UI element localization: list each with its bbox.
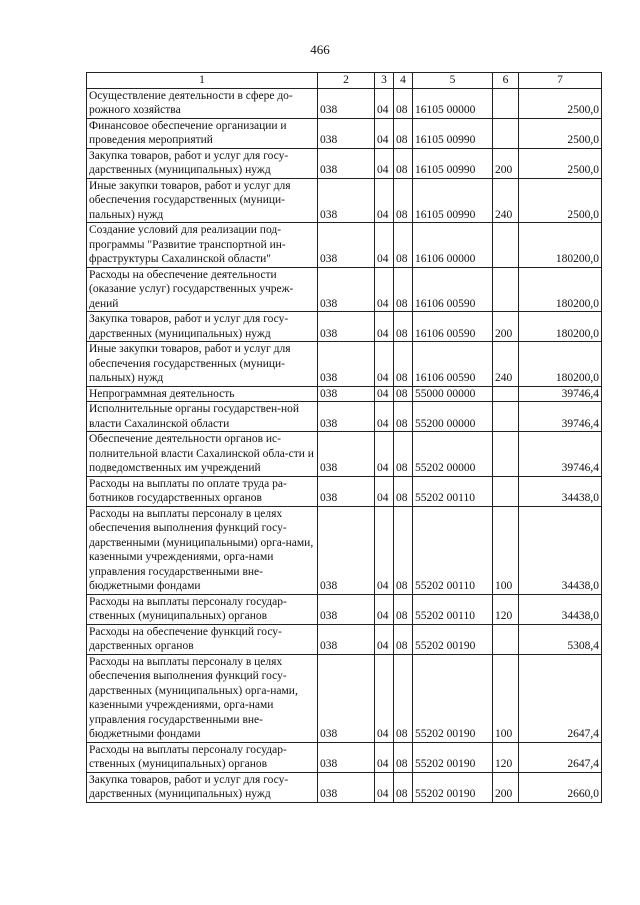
row-col-2: 038: [318, 432, 375, 477]
header-col-3: 3: [375, 73, 394, 89]
table-row: [87, 223, 602, 268]
row-col-6: [493, 118, 519, 148]
row-amount: 2660,0: [519, 772, 602, 802]
row-name: Расходы на выплаты персоналу государ-ственных (муниципальных) органов: [87, 742, 318, 772]
row-col-6: [493, 223, 519, 268]
row-amount: 2500,0: [519, 88, 602, 118]
header-col-1: 1: [87, 73, 318, 89]
row-amount: 2647,4: [519, 654, 602, 742]
header-col-5: 5: [413, 73, 493, 89]
table-row: [87, 88, 602, 118]
table-row: [87, 402, 602, 432]
row-name: Расходы на выплаты персоналу государ-ственных (муниципальных) органов: [87, 594, 318, 624]
row-col-4: 08: [394, 772, 413, 802]
row-col-2: 038: [318, 594, 375, 624]
table-row: [87, 742, 602, 772]
row-amount: 180200,0: [519, 312, 602, 342]
row-name: Непрограммная деятельность: [87, 386, 318, 402]
row-name: Закупка товаров, работ и услуг для госу-дарственных (муниципальных) нужд: [87, 312, 318, 342]
row-col-5: 16106 00000: [413, 223, 493, 268]
row-amount: 34438,0: [519, 476, 602, 506]
row-amount: 180200,0: [519, 223, 602, 268]
row-col-2: 038: [318, 476, 375, 506]
row-col-5: 55202 00110: [413, 506, 493, 594]
row-col-4: 08: [394, 118, 413, 148]
row-col-4: 08: [394, 594, 413, 624]
row-col-6: 240: [493, 178, 519, 223]
row-col-5: 55202 00190: [413, 742, 493, 772]
row-col-4: 08: [394, 148, 413, 178]
row-col-2: 038: [318, 342, 375, 387]
row-name: Исполнительные органы государствен-ной власти Сахалинской области: [87, 402, 318, 432]
table-row: [87, 594, 602, 624]
row-col-4: 08: [394, 506, 413, 594]
row-col-2: 038: [318, 148, 375, 178]
row-col-3: 04: [375, 506, 394, 594]
row-name: Обеспечение деятельности органов ис-полнительной власти Сахалинской обла-сти и подведомственных им учреждений: [87, 432, 318, 477]
row-col-2: 038: [318, 88, 375, 118]
row-col-5: 55202 00000: [413, 432, 493, 477]
row-name: Создание условий для реализации под-программы "Развитие транспортной ин-фраструктуры Сахалинской области": [87, 223, 318, 268]
row-amount: 39746,4: [519, 386, 602, 402]
row-col-6: 200: [493, 148, 519, 178]
row-col-2: 038: [318, 223, 375, 268]
row-col-5: 16106 00590: [413, 267, 493, 312]
row-name: Расходы на обеспечение функций госу-дарственных органов: [87, 624, 318, 654]
row-col-5: 55202 00110: [413, 476, 493, 506]
row-col-2: 038: [318, 118, 375, 148]
row-name: Расходы на выплаты по оплате труда ра-ботников государственных органов: [87, 476, 318, 506]
row-name: Расходы на обеспечение деятельности (оказание услуг) государственных учреж-дений: [87, 267, 318, 312]
row-col-6: [493, 402, 519, 432]
row-col-2: 038: [318, 267, 375, 312]
table-row: [87, 118, 602, 148]
header-col-6: 6: [493, 73, 519, 89]
row-col-4: 08: [394, 742, 413, 772]
row-col-4: 08: [394, 223, 413, 268]
table-row: [87, 772, 602, 802]
row-col-3: 04: [375, 402, 394, 432]
row-col-4: 08: [394, 654, 413, 742]
row-col-5: 16105 00990: [413, 148, 493, 178]
row-amount: 39746,4: [519, 402, 602, 432]
row-col-6: [493, 88, 519, 118]
row-col-3: 04: [375, 342, 394, 387]
row-col-5: 55202 00190: [413, 624, 493, 654]
table-row: [87, 178, 602, 223]
row-col-5: 16105 00990: [413, 118, 493, 148]
row-col-3: 04: [375, 118, 394, 148]
row-amount: 2647,4: [519, 742, 602, 772]
row-name: Финансовое обеспечение организации и проведения мероприятий: [87, 118, 318, 148]
row-col-5: 55202 00190: [413, 772, 493, 802]
row-col-2: 038: [318, 312, 375, 342]
row-amount: 2500,0: [519, 118, 602, 148]
row-col-4: 08: [394, 476, 413, 506]
row-col-6: 100: [493, 654, 519, 742]
row-col-4: 08: [394, 178, 413, 223]
table-row: [87, 386, 602, 402]
table-row: [87, 148, 602, 178]
row-name: Расходы на выплаты персоналу в целях обеспечения выполнения функций госу-дарственными (муниципальными) орга-нами, казенными учреждениями, орга-нами управления государственными вне-бюджетными фондами: [87, 506, 318, 594]
row-col-4: 08: [394, 312, 413, 342]
row-amount: 34438,0: [519, 594, 602, 624]
row-col-2: 038: [318, 772, 375, 802]
page-number: 466: [310, 42, 330, 57]
header-row: [87, 73, 602, 89]
table-row: [87, 267, 602, 312]
row-col-3: 04: [375, 742, 394, 772]
row-col-3: 04: [375, 772, 394, 802]
table-row: [87, 342, 602, 387]
table-row: [87, 476, 602, 506]
header-col-7: 7: [519, 73, 602, 89]
row-amount: 34438,0: [519, 506, 602, 594]
row-col-5: 55202 00110: [413, 594, 493, 624]
row-col-2: 038: [318, 506, 375, 594]
row-amount: 2500,0: [519, 148, 602, 178]
row-col-5: 55200 00000: [413, 402, 493, 432]
row-col-3: 04: [375, 312, 394, 342]
row-col-6: [493, 432, 519, 477]
row-col-3: 04: [375, 624, 394, 654]
row-col-5: 55202 00190: [413, 654, 493, 742]
row-col-6: 120: [493, 594, 519, 624]
table-row: [87, 654, 602, 742]
row-amount: 180200,0: [519, 342, 602, 387]
row-amount: 2500,0: [519, 178, 602, 223]
table-row: [87, 506, 602, 594]
row-col-3: 04: [375, 432, 394, 477]
row-amount: 180200,0: [519, 267, 602, 312]
row-col-6: 200: [493, 772, 519, 802]
row-col-5: 55000 00000: [413, 386, 493, 402]
row-col-5: 16105 00000: [413, 88, 493, 118]
row-col-2: 038: [318, 624, 375, 654]
row-col-6: [493, 267, 519, 312]
row-col-6: 100: [493, 506, 519, 594]
row-col-2: 038: [318, 402, 375, 432]
row-col-3: 04: [375, 223, 394, 268]
row-amount: 39746,4: [519, 432, 602, 477]
header-col-2: 2: [318, 73, 375, 89]
row-col-4: 08: [394, 267, 413, 312]
row-name: Закупка товаров, работ и услуг для госу-дарственных (муниципальных) нужд: [87, 772, 318, 802]
row-col-2: 038: [318, 386, 375, 402]
row-col-3: 04: [375, 88, 394, 118]
row-col-6: 200: [493, 312, 519, 342]
row-name: Расходы на выплаты персоналу в целях обеспечения выполнения функций госу-дарственных (муниципальных) орга-нами, казенными учреждениями, орга-нами управления государственными вне-бюджетными фондами: [87, 654, 318, 742]
row-col-5: 16106 00590: [413, 312, 493, 342]
row-col-3: 04: [375, 654, 394, 742]
row-col-4: 08: [394, 88, 413, 118]
row-col-4: 08: [394, 624, 413, 654]
row-col-6: 120: [493, 742, 519, 772]
row-col-3: 04: [375, 178, 394, 223]
header-col-4: 4: [394, 73, 413, 89]
row-col-6: [493, 624, 519, 654]
row-col-3: 04: [375, 148, 394, 178]
row-col-4: 08: [394, 402, 413, 432]
row-col-4: 08: [394, 342, 413, 387]
row-col-2: 038: [318, 654, 375, 742]
row-name: Иные закупки товаров, работ и услуг для обеспечения государственных (муници-пальных) нужд: [87, 342, 318, 387]
row-col-5: 16105 00990: [413, 178, 493, 223]
row-col-2: 038: [318, 178, 375, 223]
row-name: Осуществление деятельности в сфере до-рожного хозяйства: [87, 88, 318, 118]
row-col-3: 04: [375, 386, 394, 402]
row-col-4: 08: [394, 432, 413, 477]
row-col-2: 038: [318, 742, 375, 772]
row-name: Закупка товаров, работ и услуг для госу-дарственных (муниципальных) нужд: [87, 148, 318, 178]
row-col-3: 04: [375, 594, 394, 624]
row-col-5: 16106 00590: [413, 342, 493, 387]
row-col-6: [493, 386, 519, 402]
row-col-6: 240: [493, 342, 519, 387]
row-col-3: 04: [375, 267, 394, 312]
row-name: Иные закупки товаров, работ и услуг для обеспечения государственных (муници-пальных) нужд: [87, 178, 318, 223]
table-row: [87, 624, 602, 654]
table-row: [87, 312, 602, 342]
row-amount: 5308,4: [519, 624, 602, 654]
table-row: [87, 432, 602, 477]
budget-table: [86, 72, 602, 803]
row-col-3: 04: [375, 476, 394, 506]
row-col-6: [493, 476, 519, 506]
row-col-4: 08: [394, 386, 413, 402]
